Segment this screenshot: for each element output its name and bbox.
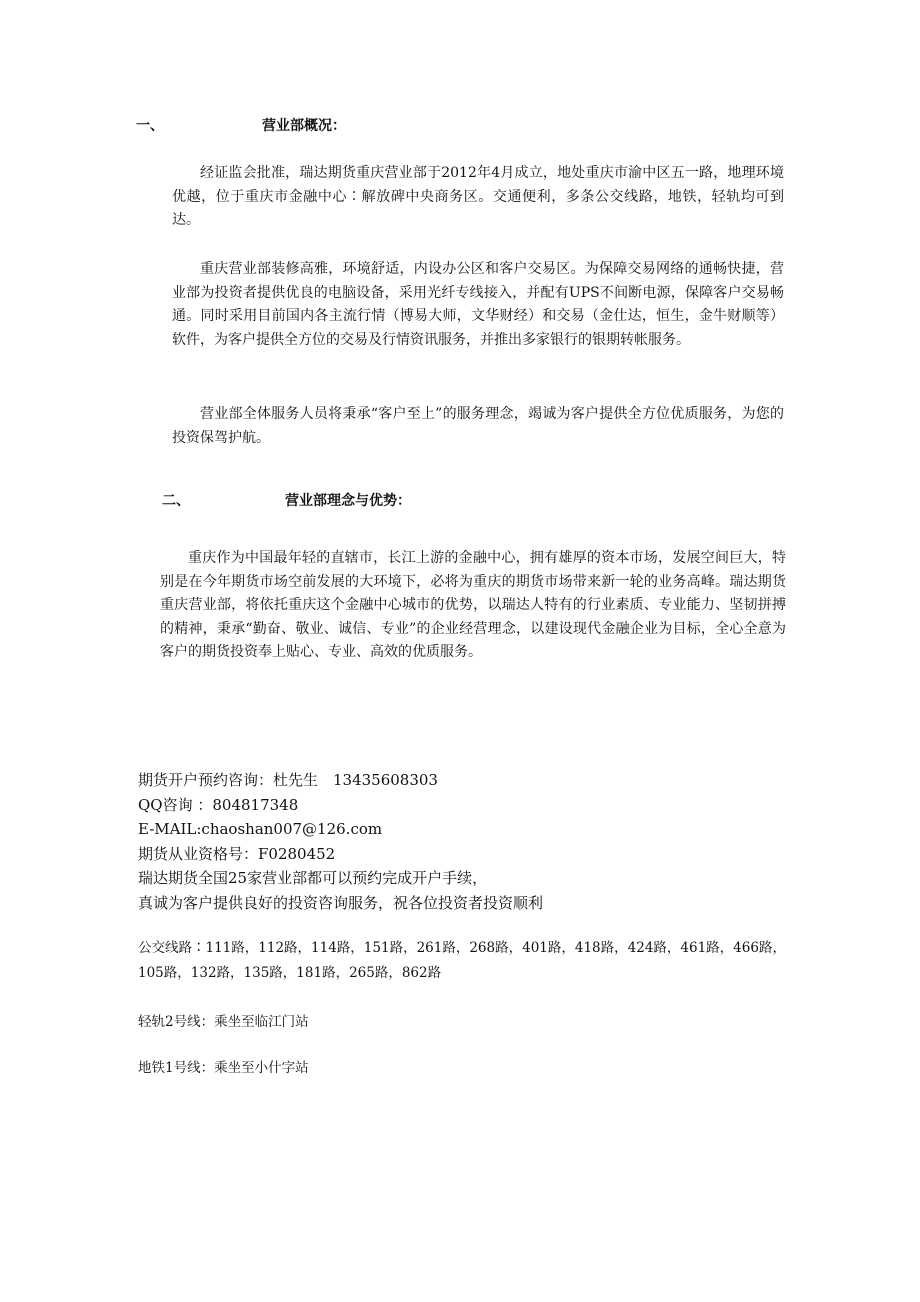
section1-title: 营业部概况： xyxy=(262,118,346,134)
contact-qq-line: QQ咨询 ：804817348 xyxy=(138,795,299,814)
light-rail-info: 轻轨2号线：乘坐至临江门站 xyxy=(138,1014,309,1030)
contact-license-line: 期货从业资格号：F0280452 xyxy=(138,844,336,863)
section1-number: 一、 xyxy=(136,118,164,134)
contact-branches-line: 瑞达期货全国25家营业部都可以预约完成开户手续， xyxy=(138,869,488,887)
contact-consult-line: 期货开户预约咨询：杜先生 13435608303 xyxy=(138,771,438,789)
section1-paragraph-1: 经证监会批准，瑞达期货重庆营业部于2012年4月成立，地处重庆市渝中区五一路，地理环境优越，位于重庆市金融中心∶解放碑中央商务区。交通便利，多条公交线路，地铁，轻轨均可到达。 xyxy=(172,165,784,228)
contact-block xyxy=(138,768,543,915)
contact-email-line: E-MAIL:chaoshan007@126.com xyxy=(138,820,383,838)
section2-title: 营业部理念与优势： xyxy=(285,493,411,509)
section1-paragraph-3: 营业部全体服务人员将秉承“客户至上”的服务理念，竭诚为客户提供全方位优质服务，为您的投资保驾护航。 xyxy=(172,406,784,446)
bus-routes: 公交线路∶111路，112路，114路，151路，261路，268路，401路，418路，424路，461路，466路，105路，132路，135路，181路，265路，862路 xyxy=(138,940,786,981)
contact-service-line: 真诚为客户提供良好的投资咨询服务，祝各位投资者投资顺利 xyxy=(138,893,544,912)
section1-paragraph-2: 重庆营业部装修高雅，环境舒适，内设办公区和客户交易区。为保障交易网络的通畅快捷，营业部为投资者提供优良的电脑设备，采用光纤专线接入，并配有UPS不间断电源，保障客户交易畅通。同时采用目前国内各主流行情（博易大师，文华财经）和交易（金仕达，恒生，金牛财顺等）软件，为客户提供全方位的交易及行情资讯服务，并推出多家银行的银期转帐服务。 xyxy=(172,261,784,348)
metro-info: 地铁1号线：乘坐至小什字站 xyxy=(138,1060,309,1076)
section2-paragraph: 重庆作为中国最年轻的直辖市，长江上游的金融中心，拥有雄厚的资本市场，发展空间巨大，特别是在今年期货市场空前发展的大环境下，必将为重庆的期货市场带来新一轮的业务高峰。瑞达期货重庆营业部，将依托重庆这个金融中心城市的优势，以瑞达人特有的行业素质、专业能力、坚韧拼搏的精神，秉承“勤奋、敬业、诚信、专业”的企业经营理念，以建设现代金融企业为目标，全心全意为客户的期货投资奉上贴心、专业、高效的优质服务。 xyxy=(160,550,786,660)
section2-number: 二、 xyxy=(162,493,190,509)
